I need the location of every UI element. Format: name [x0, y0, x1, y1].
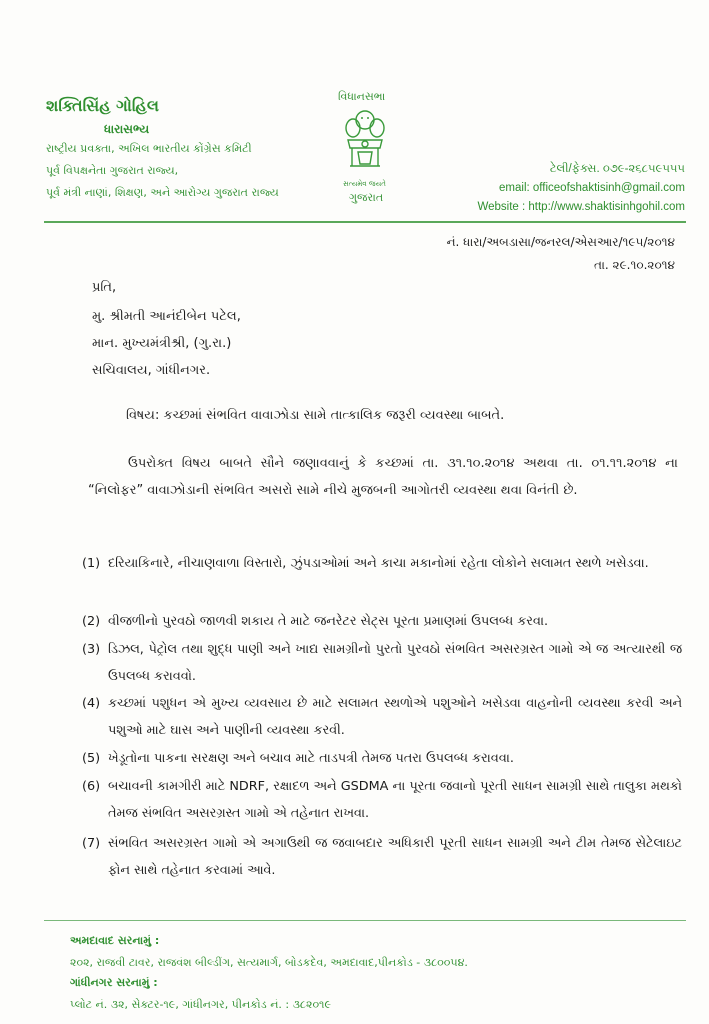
list-item — [82, 690, 682, 744]
emblem-motto: સત્યમેવ જયતે — [343, 180, 386, 188]
gandhinagar-address-heading: ગાંધીનગર સરનામું : — [70, 976, 158, 989]
reference-date: તા. ૨૯.૧૦.૨૦૧૪ — [594, 258, 675, 272]
list-item-number: (4) — [82, 696, 101, 711]
list-item-text: વીજળીનો પુરવઠો જાળવી શકાય તે માટે જનરેટર સેટ્સ પૂરતા પ્રમાણમાં ઉપલબ્ધ કરવા. — [108, 614, 549, 629]
list-item — [82, 745, 682, 772]
list-item-text: બચાવની કામગીરી માટે NDRF, રક્ષાદળ અને GSDMA ના પૂરતા જવાનો પૂરતી સાધન સામગ્રી સાથે તાલુકા મથકો તેમજ સંભવિત અસરગ્રસ્ત ગામો એ તહેનાત રાખવા. — [108, 779, 682, 821]
ahmedabad-address-heading: અમદાવાદ સરનામું : — [70, 934, 160, 947]
list-item-text: કચ્છમાં પશુધન એ મુખ્ય વ્યવસાય છે માટે સલામત સ્થળોએ પશુઓને ખસેડવા વાહનોની વ્યવસ્થા કરવી અને પશુઓ માટે ઘાસ અને પાણીની વ્યવસ્થા કરવી. — [108, 696, 682, 738]
list-item-text: ખેડૂતોના પાકના સરક્ષણ અને બચાવ માટે તાડપત્રી તેમજ પતરા ઉપલબ્ધ કરાવવા. — [108, 751, 514, 766]
state-emblem-icon — [340, 106, 390, 176]
list-item-number: (6) — [82, 779, 101, 794]
list-item-number: (3) — [82, 642, 101, 657]
body-paragraph: ઉપરોક્ત વિષય બાબતે સૌને જણાવવાનું કે કચ્છમાં તા. ૩૧.૧૦.૨૦૧૪ અથવા તા. ૦૧.૧૧.૨૦૧૪ ના “નિલોફર” વાવાઝોડાની સંભવિત અસરો સામે નીચે મુજબની આગોતરી વ્યવસ્થા થવા વિનંતી છે. — [88, 456, 678, 498]
footer-divider — [44, 920, 686, 921]
recipient-line: મુ. શ્રીમતી આનંદીબેન પટેલ, — [92, 309, 241, 324]
recipient-line: સચિવાલય, ગાંધીનગર. — [92, 363, 211, 378]
sender-title-line: રાષ્ટ્રીય પ્રવક્તા, અખિલ ભારતીય કોંગ્રેસ કમિટી — [46, 142, 252, 155]
list-item-text: દરિયાકિનારે, નીચાણવાળા વિસ્તારો, ઝુંપડાઓમાં અને કાચા મકાનોમાં રહેતા લોકોને સલામત સ્થળે ખસેડવા. — [108, 556, 649, 571]
website-link[interactable]: Website : http://www.shaktisinhgohil.com — [477, 201, 685, 213]
list-item — [82, 550, 682, 577]
emblem-label: વિધાનસભા — [338, 90, 386, 103]
list-item-number: (2) — [82, 614, 101, 629]
reference-number: નં. ધારા/અબડાસા/જનરલ/એસઆર/૧૯૫/૨૦૧૪ — [446, 235, 675, 249]
list-item — [82, 608, 682, 635]
email-address[interactable]: email: officeofshaktisinh@gmail.com — [499, 182, 685, 194]
phone-fax: ટેલી/ફેક્સ. ૦૭૯-૨૬૮૫૯૫૫૫ — [549, 163, 685, 175]
ahmedabad-address: ૨૦૨, રાજવી ટાવર, રાજવંશ બીલ્ડીંગ, સત્યમાર્ગ, બોડકદેવ, અમદાવાદ,પીનકોડ - ૩૮૦૦૫૪. — [70, 956, 468, 969]
list-item — [82, 830, 682, 884]
header-divider — [44, 221, 686, 223]
emblem-state: ગુજરાત — [349, 191, 384, 204]
gandhinagar-address: પ્લોટ નં. ૩૨, સેક્ટર-૧૯, ગાંધીનગર, પીનકોડ નં. : ૩૮૨૦૧૯ — [70, 998, 331, 1011]
sender-title-line: પૂર્વ મંત્રી નાણાં, શિક્ષણ, અને આરોગ્ય ગુજરાત રાજ્ય — [46, 186, 279, 199]
list-item — [82, 773, 682, 827]
list-item-text: સંભવિત અસરગ્રસ્ત ગામો એ અગાઉથી જ જવાબદાર અધિકારી પૂરતી સાધન સામગ્રી અને ટીમ તેમજ સેટેલાઇટ ફોન સાથે તહેનાત કરવામાં આવે. — [108, 836, 682, 878]
recipient-line: પ્રતિ, — [92, 280, 117, 295]
list-item-number: (7) — [82, 836, 101, 851]
recipient-line: માન. મુખ્યમંત્રીશ્રી, (ગુ.રા.) — [92, 336, 232, 351]
subject-line: વિષય: કચ્છમાં સંભવિત વાવાઝોડા સામે તાત્કાલિક જરૂરી વ્યવસ્થા બાબતે. — [126, 408, 505, 423]
list-item — [82, 636, 682, 690]
sender-role: ધારાસભ્ય — [104, 122, 150, 136]
sender-title-line: પૂર્વ વિપક્ષનેતા ગુજરાત રાજ્ય, — [46, 164, 179, 177]
list-item-number: (1) — [82, 556, 101, 571]
list-item-text: ડિઝલ, પેટ્રોલ તથા શુદ્ધ પાણી અને ખાદ્ય સામગ્રીનો પુરતો પુરવઠો સંભવિત અસરગ્રસ્ત ગામો એ જ અત્યારથી જ ઉપલબ્ધ કરાવવો. — [108, 642, 682, 684]
sender-name: શક્તિસિંહ ગોહિલ — [46, 96, 159, 115]
list-item-number: (5) — [82, 751, 101, 766]
